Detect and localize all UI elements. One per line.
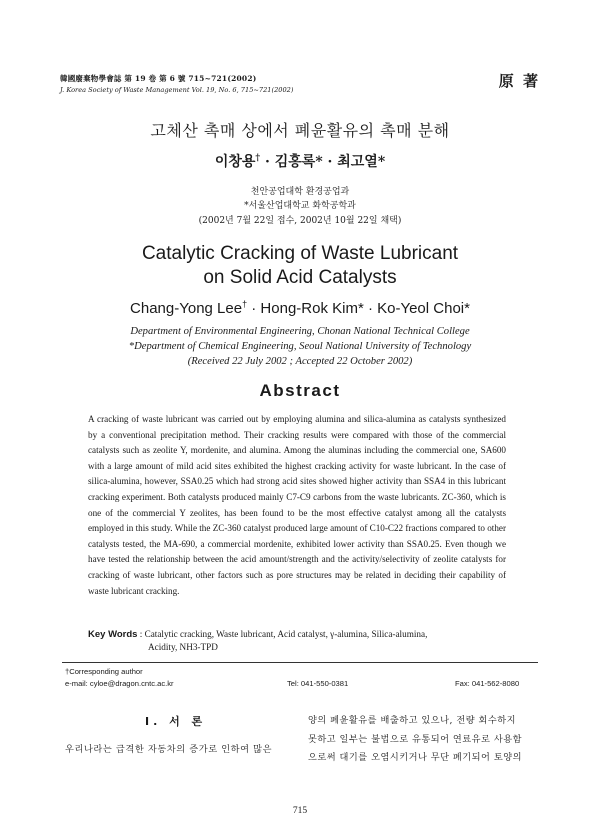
section-heading-introduction: Ⅰ. 서 론 (145, 715, 207, 728)
keywords-label: Key Words (88, 629, 138, 640)
journal-header-english: J. Korea Society of Waste Management Vol. 19, No. 6, 715~721(2002) (60, 86, 294, 94)
korean-affiliation-2: *서울산업대학교 화학공학과 (244, 201, 356, 211)
english-dates: (Received 22 July 2002 ; Accepted 22 October 2002) (187, 356, 413, 367)
keywords-line-2: Acidity, NH3-TPD (148, 642, 218, 652)
english-authors (0, 299, 600, 317)
abstract-heading: Abstract (259, 381, 341, 400)
contact-email: e-mail: cyloe@dragon.cntc.ac.kr (65, 679, 174, 688)
body-left-column: 우리나라는 급격한 자동차의 증가로 인하여 많은 (65, 744, 273, 755)
korean-affiliation-1: 천안공업대학 환경공업과 (250, 187, 350, 197)
body-right-line-1: 양의 폐윤활유를 배출하고 있으나, 전량 회수하지 (308, 715, 517, 726)
english-title-line-1: Catalytic Cracking of Waste Lubricant (141, 243, 459, 264)
korean-coauthors: · 김홍록* · 최고열* (265, 154, 386, 170)
english-corresponding-mark: † (242, 299, 248, 309)
korean-dates: (2002년 7월 22일 접수, 2002년 10월 22일 채택) (198, 216, 402, 226)
corresponding-mark: † (255, 153, 261, 164)
body-right-line-2: 못하고 일부는 불법으로 유통되어 연료유로 사용함 (308, 733, 522, 745)
english-affiliation-2: *Department of Chemical Engineering, Seoul National University of Technology (128, 341, 472, 352)
abstract-text: A cracking of waste lubricant was carried out by employing alumina and silica-alumina as catalysts synthesized by a conventional precipitation method. Their cracking results were compared with those of the commercial catalysts such as zeolite Y, mordenite, and alumina. Among the aluminas including the commercial one, SA600 with a large amount of mild acid sites exhibited the highest cracking activity for waste lubricant. In the case of silica-alumina, however, SSA0.25 which had strong acid sites showed higher activity than SSA4 in this lubricant cracking experiment. Both catalysts produced mainly C7-C9 carbons from the waste lubricants. ZC-360, which is one of the commercial Y zeolites, has been found to be the most effective catalyst among all the catalysts employed in this study. While the ZC-360 catalyst produced large amount of C10-C22 fractions compared to other catalysts tested, the MA-690, a commercial mordenite, exhibited lower activity than SSA0.25. Even though we have tested the relationship between the acid amount/strength and the activity/selectivity of zeolite catalysts for cracking of waste lubricant, other factors such as pore structures may be related in deciding their capability of waste lubricant cracking. (88, 414, 506, 596)
body-right-column (308, 712, 522, 768)
keywords (88, 628, 506, 654)
korean-author-lead: 이창용 (214, 154, 256, 170)
english-coauthors: · Hong-Rok Kim* · Ko-Yeol Choi* (247, 300, 470, 317)
korean-authors (0, 151, 600, 171)
contact-tel: Tel: 041-550-0381 (287, 679, 349, 688)
english-affiliation-1: Department of Environmental Engineering, Chonan National Technical College (130, 326, 470, 337)
body-right-line-3: 으로써 대기를 오염시키거나 무단 폐기되어 토양의 (308, 752, 522, 763)
page-number: 715 (292, 806, 308, 816)
corresponding-author-note: †Corresponding author (65, 667, 143, 676)
korean-title: 고체산 촉매 상에서 폐윤활유의 촉매 분해 (150, 121, 450, 140)
journal-header-korean: 韓國廢棄物學會誌 第 19 卷 第 6 號 715~721(2002) (60, 74, 257, 83)
keywords-line-1 (88, 628, 506, 641)
contact-fax: Fax: 041-562-8080 (455, 679, 520, 688)
article-type-label: 原 著 (498, 72, 540, 90)
english-author-lead: Chang-Yong Lee (130, 300, 243, 317)
keywords-list: : Catalytic cracking, Waste lubricant, Acid catalyst, γ-alumina, Silica-alumina, (139, 629, 428, 639)
footnote-divider (62, 662, 538, 663)
english-title-line-2: on Solid Acid Catalysts (203, 267, 397, 288)
